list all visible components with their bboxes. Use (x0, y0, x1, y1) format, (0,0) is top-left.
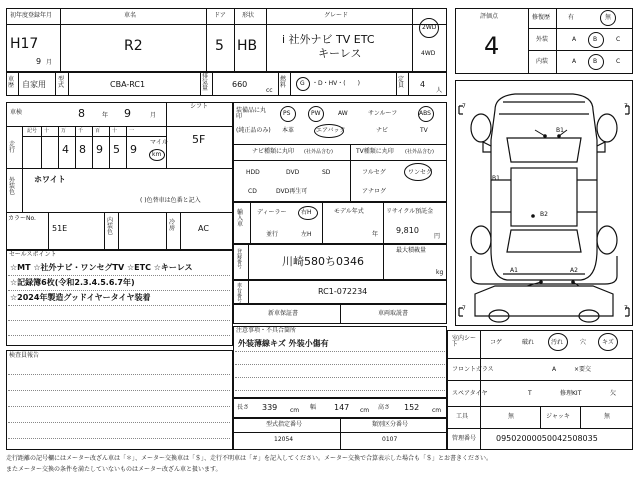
spare-none: 欠 (610, 390, 617, 397)
mileage-divider (75, 126, 76, 168)
grade-label: グレード (324, 12, 349, 19)
vehicle-use: 自家用 (22, 80, 46, 89)
damage-b1-mid: B1 (492, 175, 500, 182)
height-label: 高さ (378, 404, 391, 411)
interior-grade-b: B (593, 58, 598, 65)
glass-x: ×要交 (574, 366, 592, 373)
import-right: 右H (301, 209, 312, 216)
mileage-divider (41, 126, 42, 168)
color-no-label: カラーNo. (8, 215, 36, 222)
displacement-label: 排気量 (202, 73, 209, 92)
exterior-color: ホワイト (34, 175, 66, 184)
fuel-options: ・D・HV・( ) (312, 80, 360, 87)
mileage-divider (126, 126, 127, 168)
type-no-value: 12054 (274, 436, 294, 443)
mileage-digit-label: 十 (112, 128, 118, 134)
interior-color-label: 内装色 (107, 217, 114, 236)
inspection-year: 8 (78, 107, 85, 120)
inspection-month-unit: 月 (150, 112, 157, 119)
doors: 5 (215, 38, 224, 54)
ac-value: AC (198, 224, 209, 233)
navi-sub-label: (社外品含む) (304, 149, 333, 155)
mileage-digit-label: 千 (78, 128, 84, 134)
tools-value: 無 (508, 413, 515, 420)
repair-label: 修復歴 (532, 14, 551, 21)
damage-b2: B2 (540, 211, 548, 218)
width-value: 147 (334, 403, 350, 412)
mileage-divider (109, 126, 110, 168)
shift-value: 5F (192, 133, 206, 146)
height-unit: cm (432, 407, 442, 414)
score-value: 4 (484, 32, 500, 60)
damage-b1-top: B1 (556, 127, 564, 134)
mileage-digit: 8 (79, 143, 86, 156)
tv-fullseg: フルセグ (362, 169, 386, 176)
registration-value: 川崎580ち0346 (282, 255, 364, 268)
interior-grade-a: A (572, 58, 577, 65)
notes-text: 外装薄線キズ 外装小傷有 (238, 339, 329, 348)
equipment-label: 装備品に丸印 (236, 107, 267, 120)
exterior-grade-b: B (593, 36, 598, 43)
navi-sd: SD (322, 169, 331, 176)
navi-cd: CD (248, 188, 257, 195)
sales-line-3: ☆2024年製造グッドイヤータイヤ装着 (10, 293, 151, 302)
mileage-divider (58, 126, 59, 168)
equip-pw: PW (311, 110, 321, 117)
equip-airbag: エアバック (316, 127, 346, 134)
shift-label: シフト (190, 103, 209, 110)
footer-line-2: またメーター交換の条件を満たしていないものはメーター改ざん車と扱います。 (6, 466, 222, 473)
drive-4wd: 4WD (421, 50, 436, 57)
month-unit: 月 (46, 59, 53, 66)
mileage-digit: 4 (62, 143, 69, 156)
mileage-digit-label: 百 (95, 128, 101, 134)
model-year-unit: 年 (372, 231, 379, 238)
body-type: HB (237, 38, 258, 54)
mileage-digit: 9 (96, 143, 103, 156)
bracket-7-bl: 7 (462, 305, 466, 312)
mileage-digit-label: 万 (61, 128, 67, 134)
mgmt-value: 09502000050042508035 (496, 434, 598, 443)
mileage-divider (92, 126, 93, 168)
equipment-sub-label: (純正品のみ) (236, 127, 271, 134)
mgmt-label: 管理番号 (452, 435, 477, 442)
type-no-label: 型式指定番号 (266, 421, 303, 428)
navi-hdd: HDD (246, 169, 260, 176)
height-value: 152 (404, 403, 420, 412)
reg-month: 9 (36, 57, 42, 66)
mileage-label: 走行 (9, 141, 16, 154)
import-parallel: 並行 (266, 231, 279, 238)
row2-frame (6, 72, 447, 96)
inspection-year-unit: 年 (102, 112, 109, 119)
doors-label: ドア (214, 12, 226, 19)
import-left: 左H (301, 231, 312, 238)
unit-mile: マイル (150, 139, 168, 146)
recycle-value: 9,810 (396, 226, 419, 235)
damage-a1: A1 (510, 267, 518, 274)
inspector-frame (6, 350, 233, 450)
inspection-label: 車検 (10, 109, 23, 116)
jack-value: 無 (604, 413, 611, 420)
sales-point-label: セールスポイント (9, 251, 57, 258)
exterior-grade-label: 外装 (536, 36, 549, 43)
sales-line-2: ☆記録簿6枚(令和2.3.4.5.6.7年) (10, 278, 135, 287)
max-load-label: 最大積載量 (396, 247, 427, 254)
chassis-label: 車台番号 (237, 283, 243, 304)
inspector-label: 検査員報告 (9, 352, 40, 359)
score-label: 評価点 (480, 13, 499, 20)
class-no-label: 類別区分番号 (372, 421, 409, 428)
spare-kit: 修理KIT (560, 390, 582, 397)
mileage-digit-label: 十 (44, 128, 50, 134)
bracket-7-tl: 7 (462, 103, 466, 110)
car-diagram (455, 80, 633, 326)
header-frame (6, 8, 447, 72)
model-code-label: 型式 (58, 76, 65, 89)
length-unit: cm (290, 407, 300, 414)
drive-2wd: 2WD (422, 24, 437, 31)
glass-label: フロントガラス (452, 366, 494, 373)
seat-burn: コゲ (490, 339, 503, 346)
grade-line2: キーレス (318, 47, 362, 60)
seat-tear: 破れ (522, 339, 535, 346)
mileage-digit: 9 (130, 143, 137, 156)
repair-no: 無 (605, 14, 612, 21)
interior-grade-label: 内装 (536, 58, 549, 65)
seat-stain: 汚れ (551, 339, 564, 346)
grade-line1: i 社外ナビ TV ETC (282, 33, 375, 46)
tools-label: 工具 (456, 413, 469, 420)
footer-line-1: 走行距離の記号欄にはメーター改ざん車は「＊」、メーター交換車は「＄」、走行不明車は「＃」を記入してください。メーター交換で合算表示した場合も「＄」とお書きください。 (6, 455, 493, 462)
bracket-7-tr: 7 (624, 103, 628, 110)
cc-unit: cc (266, 87, 273, 94)
registration-label: 登録番号 (237, 249, 243, 270)
length-label: 長さ (237, 404, 250, 411)
jack-label: ジャッキ (546, 413, 570, 420)
recycle-label: リサイクル預託金 (386, 208, 434, 215)
notes-label: 注意事項・不具合箇所 (236, 327, 297, 334)
width-label: 幅 (310, 404, 317, 411)
repair-yes: 有 (568, 14, 575, 21)
equip-abs: ABS (419, 110, 431, 117)
recycle-unit: 円 (434, 233, 441, 240)
displacement: 660 (232, 80, 248, 89)
spare-label: スペアタイヤ (452, 390, 488, 397)
equip-sunroof: サンルーフ (368, 110, 398, 117)
sales-line-1: ☆MT ☆社外ナビ・ワンセグTV ☆ETC ☆キーレス (10, 263, 193, 272)
capacity-label: 定員 (398, 76, 405, 89)
tv-label: TV種類に丸印 (356, 148, 394, 155)
bracket-7-br: 7 (624, 305, 628, 312)
length-value: 339 (262, 403, 278, 412)
import-label: 輸入車 (237, 209, 244, 228)
unit-km: km (152, 151, 162, 158)
class-no-value: 0107 (382, 436, 398, 443)
seat-scratch: キズ (602, 339, 614, 346)
equip-leather: 本革 (282, 127, 295, 134)
equip-aw: AW (338, 110, 348, 117)
damage-a2: A2 (570, 267, 578, 274)
import-dealer: ディーラー (257, 209, 287, 216)
tv-analog: アナログ (362, 188, 387, 195)
exterior-note: ( )色替車は色番と記入 (140, 197, 201, 204)
interior-grade-c: C (616, 58, 621, 65)
model-year-label: モデル年式 (334, 208, 364, 215)
mileage-digit: 5 (113, 143, 120, 156)
equip-ps: PS (283, 110, 291, 117)
navi-label: ナビ種類に丸印 (252, 148, 295, 155)
fuel-label: 燃料 (280, 76, 287, 89)
model-name: R2 (124, 38, 143, 54)
chassis-value: RC1-072234 (318, 287, 368, 296)
model-code: CBA-RC1 (110, 80, 146, 89)
mileage-digit-label: 記号 (27, 128, 38, 134)
warranty-doc: 新車保証書 (268, 310, 299, 317)
spare-t: T (528, 390, 532, 397)
exterior-grade-c: C (616, 36, 621, 43)
navi-dvd-play: DVD再生可 (276, 188, 308, 195)
mileage-digit-label: 一 (129, 128, 135, 134)
navi-dvd: DVD (286, 169, 300, 176)
model-name-label: 車名 (124, 12, 137, 19)
capacity-unit: 人 (436, 87, 443, 94)
exterior-color-label: 外装色 (9, 177, 16, 196)
reg-year-label: 初年度登録年月 (10, 12, 53, 19)
max-load-unit: kg (436, 269, 444, 276)
glass-a: A (552, 366, 557, 373)
reg-year: H17 (10, 36, 39, 52)
seat-hole: 穴 (580, 339, 587, 346)
seat-label: 室内シート (452, 335, 477, 348)
capacity: 4 (420, 80, 426, 89)
equip-tv: TV (420, 127, 428, 134)
tv-sub-label: (社外品含む) (405, 149, 434, 155)
tv-oneseg: ワンセグ (408, 169, 433, 176)
manual-doc: 車両取説書 (378, 310, 409, 317)
inspection-month: 9 (124, 107, 131, 120)
ac-label: 冷房 (169, 219, 176, 232)
notes-frame (233, 326, 447, 398)
color-no: 51E (52, 224, 68, 233)
exterior-grade-a: A (572, 36, 577, 43)
equip-navi: ナビ (376, 127, 389, 134)
vehicle-label: 車歴 (8, 76, 15, 89)
width-unit: cm (360, 407, 370, 414)
body-type-label: 形状 (242, 12, 255, 19)
fuel-g: G (300, 80, 305, 87)
